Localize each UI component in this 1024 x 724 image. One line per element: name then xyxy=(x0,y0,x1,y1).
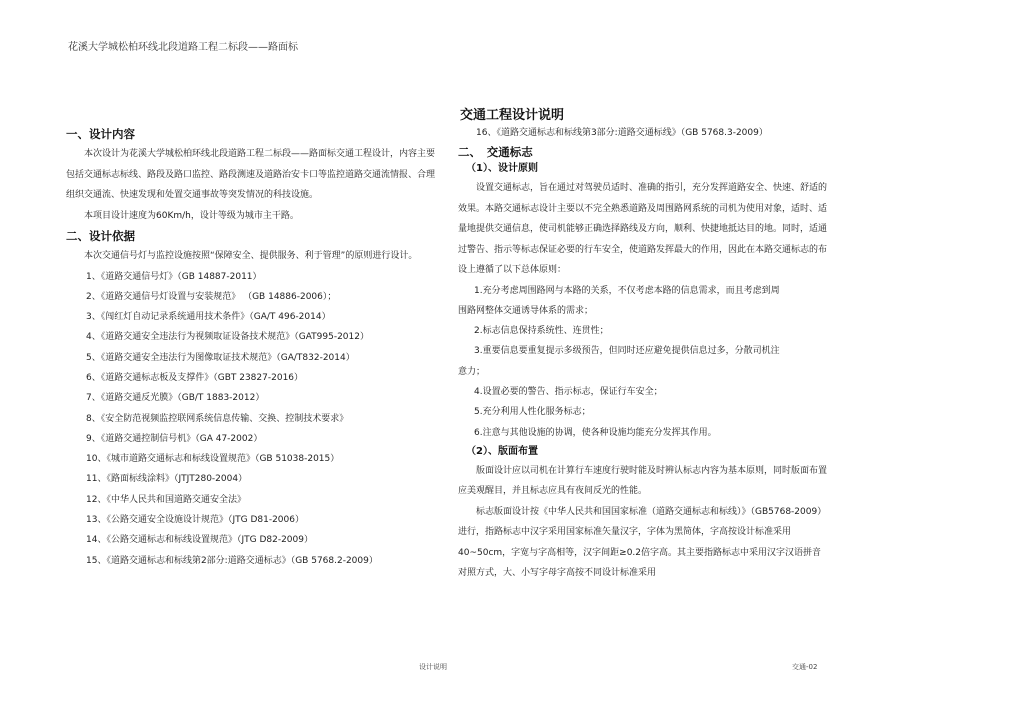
list-item: 11、《路面标线涂料》（JTJT280-2004） xyxy=(86,474,248,485)
paragraph: 标志版面设计按《中华人民共和国国家标准（道路交通标志和标线）》（GB5768-2009）进行，指路标志中汉字采用国家标准矢量汉字，字体为黑简体，字高按设计标准采用40~50cm，字宽与字高相等，汉字间距≥0.2倍字高。其主要指路标志中采用汉字汉语拼音对照方式，大、小写字母字高按不同设计标准采用 xyxy=(458,506,827,579)
list-item: 3.重要信息要重复提示多级预告，但同时还应避免提供信息过多，分散司机注 xyxy=(474,346,780,357)
subsection-heading-principles: （1）、设计原则 xyxy=(466,163,538,174)
list-item: 4、《道路交通安全违法行为视频取证设备技术规范》（GAT995-2012） xyxy=(86,332,369,343)
list-item: 5、《道路交通安全违法行为图像取证技术规范》（GA/T832-2014） xyxy=(86,352,355,363)
footer-label: 设计说明 xyxy=(419,663,447,671)
right-column xyxy=(458,126,828,584)
document-header: 花溪大学城松柏环线北段道路工程二标段——路面标 xyxy=(68,42,298,53)
list-item: 14、《公路交通标志和标线设置规范》（JTG D82-2009） xyxy=(86,535,313,546)
list-item: 13、《公路交通安全设施设计规范》（JTG D81-2006） xyxy=(86,515,304,526)
list-item: 3、《闯红灯自动记录系统通用技术条件》（GA/T 496-2014） xyxy=(86,312,331,323)
list-item: 4.设置必要的警告、指示标志，保证行车安全； xyxy=(474,386,663,397)
section-heading-basis: 二、设计依据 xyxy=(66,229,135,243)
left-column xyxy=(66,126,440,571)
paragraph: 本次交通信号灯与监控设施按照“保障安全、提供服务、利于管理”的原则进行设计。 xyxy=(84,251,418,261)
list-item: 2.标志信息保持系统性、连贯性； xyxy=(474,326,609,337)
section-heading-content: 一、设计内容 xyxy=(66,127,135,141)
principle-list xyxy=(458,281,828,443)
paragraph: 设置交通标志，旨在通过对驾驶员适时、准确的指引，充分发挥道路安全、快速、舒适的效果。本路交通标志设计主要以不完全熟悉道路及周围路网系统的司机为使用对象，适时、适量地提供交通信息，使司机能够正确选择路线及方向，顺利、快捷地抵达目的地。同时，适通过警告、指示等标志保证必要的行车安全，使道路发挥最大的作用，因此在本路交通标志的布设上遵循了以下总体原则： xyxy=(458,183,828,275)
paragraph: 本次设计为花溪大学城松柏环线北段道路工程二标段——路面标交通工程设计，内容主要包括交通标志标线、路段及路口监控、路段测速及道路治安卡口等监控道路交通流情报、合理组织交通流、快速发现和处置交通事故等突发情况的科技设施。 xyxy=(66,149,436,200)
list-item: 1、《道路交通信号灯》（GB 14887-2011） xyxy=(86,271,262,282)
list-item: 7、《道路交通反光膜》（GB/T 1883-2012） xyxy=(86,393,265,404)
list-item-continuation: 围路网整体交通诱导体系的需求； xyxy=(458,305,594,316)
list-item: 6.注意与其他设施的协调，使各种设施均能充分发挥其作用。 xyxy=(474,427,717,438)
page-number: 交通-02 xyxy=(792,663,818,671)
list-item: 15、《道路交通标志和标线第2部分:道路交通标志》（GB 5768.2-2009） xyxy=(86,555,378,566)
list-item: 6、《道路交通标志板及支撑件》（GBT 23827-2016） xyxy=(86,372,304,383)
section-heading-signs: 二、 交通标志 xyxy=(458,145,533,159)
list-item: 9、《道路交通控制信号机》（GA 47-2002） xyxy=(86,433,263,444)
paragraph: 本项目设计速度为60Km/h，设计等级为城市主干路。 xyxy=(84,210,299,221)
list-item: 1.充分考虑周围路网与本路的关系，不仅考虑本路的信息需求，而且考虑到周 xyxy=(474,285,780,296)
paragraph: 版面设计应以司机在计算行车速度行驶时能及时辨认标志内容为基本原则，同时版面布置应美观醒目，并且标志应具有夜间反光的性能。 xyxy=(458,465,828,497)
subsection-heading-layout: （2）、版面布置 xyxy=(466,445,538,457)
page-title: 交通工程设计说明 xyxy=(459,108,564,123)
list-item: 12、《中华人民共和国道路交通安全法》 xyxy=(86,494,246,505)
list-item: 16、《道路交通标志和标线第3部分:道路交通标线》（GB 5768.3-2009） xyxy=(476,128,768,138)
list-item-continuation: 意力； xyxy=(458,366,486,377)
list-item: 10、《城市道路交通标志和标线设置规范》（GB 51038-2015） xyxy=(86,454,340,465)
list-item: 2、《道路交通信号灯设置与安装规范》 （GB 14886-2006）； xyxy=(86,291,337,302)
list-item: 5.充分利用人性化服务标志； xyxy=(474,407,591,418)
list-item: 8、《安全防范视频监控联网系统信息传输、交换、控制技术要求》 xyxy=(86,413,349,424)
reference-list xyxy=(66,267,440,571)
